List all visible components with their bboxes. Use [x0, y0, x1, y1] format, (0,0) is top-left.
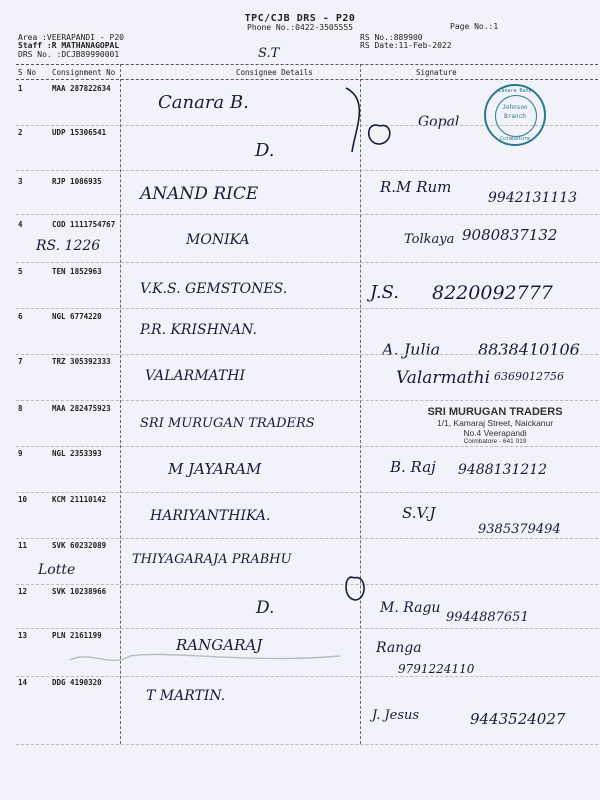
- row-9-consignee: M JAYARAM: [168, 460, 262, 478]
- bank-seal-top: Canara Bank: [498, 88, 532, 94]
- row-1-consignee: Canara B.: [158, 92, 249, 113]
- row-3-signature: R.M Rum: [380, 178, 452, 196]
- row-4-consignee: MONIKA: [186, 232, 250, 248]
- rs-date: RS Date:11-Feb-2022: [360, 41, 452, 50]
- row-4-sno: 4: [18, 220, 23, 229]
- row-6-phone: 8838410106: [478, 340, 580, 359]
- row-13-consignee: RANGARAJ: [176, 636, 263, 654]
- col-consignee: Consignee Details: [236, 68, 313, 77]
- drs-number: DRS No. :DCJB89990001: [18, 50, 120, 59]
- trader-stamp-address-3: Coimbatore - 641 019: [463, 438, 527, 445]
- bank-seal-line-2: Branch: [504, 113, 526, 120]
- row-9-phone: 9488131212: [458, 462, 548, 478]
- row-14-phone: 9443524027: [470, 710, 566, 728]
- row-2-consignee: D.: [255, 140, 275, 161]
- sheet-title: TPC/CJB DRS - P20: [244, 13, 356, 24]
- row-5-signature: J.S.: [370, 282, 399, 303]
- row-14-sno: 14: [18, 678, 28, 687]
- row-4-consignment: COD 1111754767: [52, 220, 116, 229]
- header-scribble: S.T: [258, 46, 280, 61]
- bank-seal-bottom: Coimbatore: [499, 136, 531, 142]
- row-14-signature: J. Jesus: [372, 708, 420, 723]
- page-number: Page No.:1: [450, 22, 499, 31]
- staff-label: Staff :R MATHANAGOPAL: [18, 41, 120, 50]
- col-signature: Signature: [416, 68, 457, 77]
- row-9-consignment: NGL 2353393: [52, 449, 102, 458]
- area-label: Area :VEERAPANDI - P20: [18, 33, 124, 42]
- row-8-sno: 8: [18, 404, 23, 413]
- row-10-consignment: KCM 21110142: [52, 495, 107, 504]
- row-10-sno: 10: [18, 495, 28, 504]
- row-1-loop-stroke: [346, 88, 359, 152]
- row-13-faded-stroke: [70, 654, 340, 660]
- row-6-signature: A. Julia: [382, 340, 441, 359]
- row-6-consignee: P.R. KRISHNAN.: [140, 322, 257, 338]
- row-7-consignment: TRZ 305392333: [52, 357, 111, 366]
- row-9-signature: B. Raj: [390, 458, 436, 476]
- row-12-phone: 9944887651: [446, 610, 529, 625]
- trader-stamp-name: SRI MURUGAN TRADERS: [427, 406, 563, 418]
- row-7-signature: Valarmathi: [396, 368, 491, 388]
- row-12-consignee: D.: [256, 598, 275, 618]
- row-10-phone: 9385379494: [478, 522, 561, 537]
- row-7-phone: 6369012756: [494, 370, 564, 383]
- row-1-signature: Gopal: [418, 114, 460, 130]
- row-13-phone: 9791224110: [398, 662, 475, 676]
- row-5-consignment: TEN 1852963: [52, 267, 102, 276]
- row-2-circle-stroke: [369, 125, 390, 144]
- bank-seal-line-1: Johnson: [502, 104, 528, 111]
- row-3-consignment: RJP 1086935: [52, 177, 102, 186]
- row-4-amount: RS. 1226: [36, 238, 101, 254]
- trader-stamp-address-2: No.4 Veerapandi: [463, 428, 527, 438]
- row-11-consignee: THIYAGARAJA PRABHU: [132, 552, 292, 567]
- rs-number: RS No.:889900: [360, 33, 423, 42]
- row-1-sno: 1: [18, 84, 23, 93]
- row-7-sno: 7: [18, 357, 23, 366]
- row-6-consignment: NGL 6774220: [52, 312, 102, 321]
- row-13-sno: 13: [18, 631, 28, 640]
- row-3-phone: 9942131113: [488, 190, 578, 206]
- row-13-signature: Ranga: [376, 640, 422, 656]
- row-14-consignment: DDG 4190320: [52, 678, 102, 687]
- row-3-consignee: ANAND RICE: [140, 184, 259, 204]
- col-consignment: Consignment No: [52, 68, 116, 77]
- row-12-consignment: SVK 10238966: [52, 587, 107, 596]
- col-sno: S No: [18, 68, 37, 77]
- row-6-sno: 6: [18, 312, 23, 321]
- row-5-sno: 5: [18, 267, 23, 276]
- row-10-signature: S.V.J: [402, 504, 436, 522]
- row-11-sno: 11: [18, 541, 28, 550]
- row-14-consignee: T MARTIN.: [146, 688, 226, 704]
- trader-stamp-address: 1/1, Kamaraj Street, Naickanur: [436, 418, 554, 428]
- row-4-phone: 9080837132: [462, 226, 558, 244]
- row-2-sno: 2: [18, 128, 23, 137]
- row-3-sno: 3: [18, 177, 23, 186]
- row-8-consignee: SRI MURUGAN TRADERS: [140, 416, 315, 431]
- row-9-sno: 9: [18, 449, 23, 458]
- row-12-signature: M. Ragu: [380, 600, 441, 616]
- phone-number: Phone No.:0422-3505555: [247, 23, 353, 32]
- row-12-sno: 12: [18, 587, 28, 596]
- row-10-consignee: HARIYANTHIKA.: [150, 508, 271, 524]
- row-2-consignment: UDP 15306541: [52, 128, 107, 137]
- row-13-consignment: PLN 2161199: [52, 631, 102, 640]
- row-11-note: Lotte: [38, 562, 76, 578]
- row-8-consignment: MAA 282475923: [52, 404, 111, 413]
- row-4-signature: Tolkaya: [404, 232, 455, 247]
- row-5-phone: 8220092777: [432, 282, 553, 304]
- row-1-consignment: MAA 287822634: [52, 84, 111, 93]
- row-7-consignee: VALARMATHI: [145, 368, 245, 384]
- row-5-consignee: V.K.S. GEMSTONES.: [140, 281, 288, 297]
- row-11-circle-stroke: [346, 577, 364, 600]
- row-11-consignment: SVK 60232089: [52, 541, 107, 550]
